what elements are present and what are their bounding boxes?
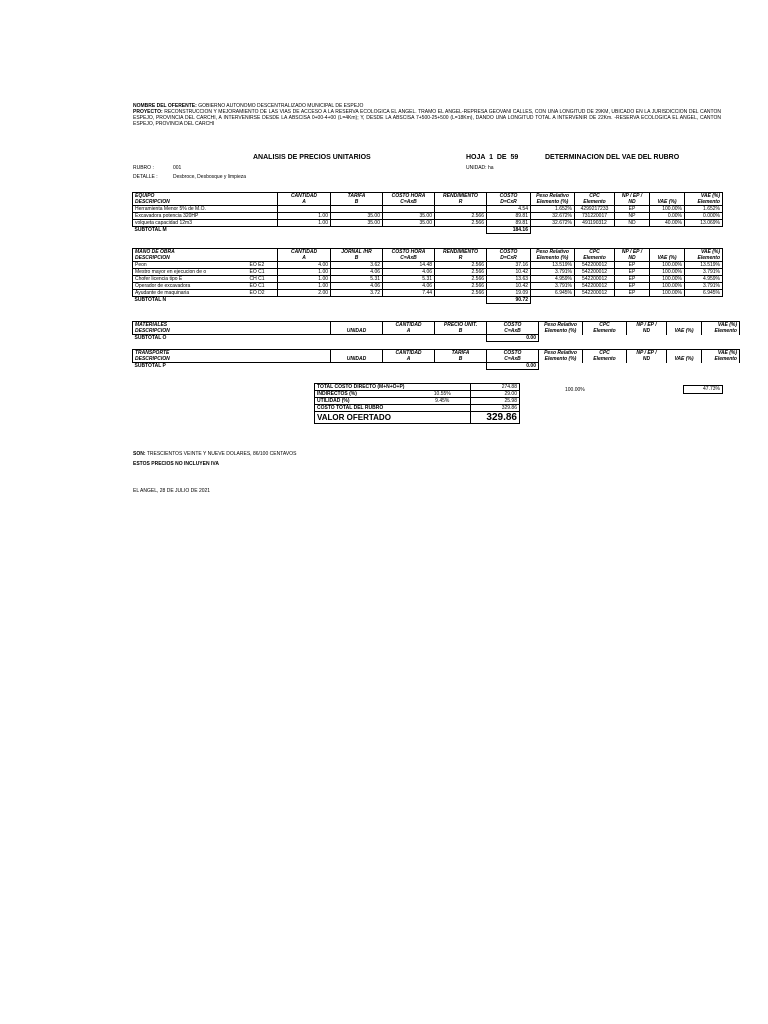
row-cpc: 491190312 — [575, 220, 615, 227]
utilidad-pct: 9.45% — [415, 398, 471, 405]
mano-obra-row — [133, 276, 723, 283]
fecha: EL ANGEL, 28 DE JULIO DE 2021 — [133, 488, 211, 494]
row-rendimiento: 2.566 — [435, 213, 487, 220]
row-desc: Mestro mayor en ejecucion de o — [133, 269, 248, 276]
total-directo-label: TOTAL COSTO DIRECTO (M+N+O+P) — [315, 384, 415, 391]
row-vae: 40.00% — [650, 220, 685, 227]
proyecto-value: RECONSTRUCCION Y MEJORAMIENTO DE LAS VIAS DE ACCESO A LA RESERVA ECOLOGICA EL ANGEL. TRAMO EL ANGEL-REPRESA GEOVANI CALLES, CON UNA LONGITUD DE 29KM, UBICADO EN LA JURISDICCION DEL CANTON ESPEJO, PROVINCIA DEL CARCHI, A INTERVENIRSE DESDE LA ABSCISA 0+00-4+00 (L=4Km); Y, DESDE LA ABSCISA 7+500-25+500 (L=18Km), DANDO UNA LONGITUD TOTAL A INTERVENIR DE 22Km. -RESERVA ECOLOGICA EL ANGEL, CANTON ESPEJO, PROVINCIA DEL CARCHI — [133, 109, 721, 127]
row-peso: 3.791% — [531, 283, 575, 290]
row-categoria: CH C1 — [248, 276, 278, 283]
row-costo-hora: 4.06 — [383, 283, 435, 290]
mano-obra-row — [133, 283, 723, 290]
row-tarifa: 35.00 — [331, 213, 383, 220]
row-peso: 32.672% — [531, 213, 575, 220]
row-cantidad: 1.00 — [278, 220, 331, 227]
row-cantidad: 1.00 — [278, 213, 331, 220]
subtotal-n-value: 90.72 — [487, 297, 531, 304]
row-jornal: 3.62 — [331, 262, 383, 269]
row-np: NP — [615, 213, 650, 220]
indirectos-label: INDIRECTOS (%) — [315, 391, 415, 398]
total-directo-value: 274.88 — [471, 384, 520, 391]
mano-obra-row — [133, 290, 723, 297]
row-costo-hora: 5.31 — [383, 276, 435, 283]
detalle-label: DETALLE : — [133, 174, 158, 180]
row-vae: 100.00% — [650, 262, 685, 269]
unidad-label: UNIDAD: ha — [466, 165, 494, 171]
totals-table — [314, 383, 520, 424]
row-vae-elemento: 0.000% — [685, 213, 723, 220]
row-rendimiento: 2.566 — [435, 276, 487, 283]
row-vae-elemento: 3.791% — [685, 283, 723, 290]
vae-total-value: 47.73% — [683, 385, 723, 394]
subtotal-m-label: SUBTOTAL M — [133, 227, 487, 234]
row-np: EP — [615, 206, 650, 213]
row-tarifa — [331, 206, 383, 213]
row-desc: Peon — [133, 262, 248, 269]
vae-title: DETERMINACION DEL VAE DEL RUBRO — [545, 154, 680, 161]
row-vae: 100.00% — [650, 283, 685, 290]
valor-ofertado-value: 329.86 — [471, 412, 520, 424]
row-peso: 13.519% — [531, 262, 575, 269]
row-costo: 19.09 — [487, 290, 531, 297]
row-costo: 37.16 — [487, 262, 531, 269]
row-jornal: 4.06 — [331, 269, 383, 276]
row-cantidad: 1.00 — [278, 269, 331, 276]
row-vae: 100.00% — [650, 269, 685, 276]
row-np: EP — [615, 283, 650, 290]
subtotal-o-value: 0.00 — [487, 335, 539, 342]
row-desc: Excavadora potencia 320HP — [133, 213, 278, 220]
costo-total-label: COSTO TOTAL DEL RUBRO — [315, 405, 415, 412]
row-cpc: 542200012 — [575, 262, 615, 269]
subtotal-m-value: 184.16 — [487, 227, 531, 234]
equipo-row — [133, 220, 723, 227]
row-categoria: EO D2 — [248, 290, 278, 297]
row-vae: 100.00% — [650, 276, 685, 283]
costo-total-value: 329.86 — [471, 405, 520, 412]
total-directo-pct: 100.00% — [565, 387, 585, 393]
proyecto-label: PROYECTO: — [133, 109, 163, 115]
row-jornal: 4.06 — [331, 283, 383, 290]
row-costo: 10.42 — [487, 283, 531, 290]
row-desc: Operador de excavadora — [133, 283, 248, 290]
utilidad-label: UTILIDAD (%) — [315, 398, 415, 405]
row-rendimiento: 2.566 — [435, 220, 487, 227]
subtotal-p-value: 0.00 — [487, 363, 539, 370]
row-costo-hora: 7.44 — [383, 290, 435, 297]
rubro-label: RUBRO : — [133, 165, 154, 171]
row-jornal: 5.31 — [331, 276, 383, 283]
row-np: EP — [615, 269, 650, 276]
row-desc: volqueta capacidad 12m3 — [133, 220, 278, 227]
row-np: EP — [615, 290, 650, 297]
row-peso: 4.959% — [531, 276, 575, 283]
equipo-header: EQUIPO DESCRIPCION — [133, 193, 278, 206]
row-cpc: 542200012 — [575, 269, 615, 276]
row-categoria: EO C1 — [248, 283, 278, 290]
equipo-row — [133, 206, 723, 213]
indirectos-pct: 10.55% — [415, 391, 471, 398]
row-vae: 100.00% — [650, 290, 685, 297]
row-costo-hora: 4.06 — [383, 269, 435, 276]
materiales-header: MATERIALES DESCRIPCION — [133, 322, 278, 335]
row-desc: Ayudante de maquinaria — [133, 290, 248, 297]
row-np: ND — [615, 220, 650, 227]
row-vae-elemento: 13.519% — [685, 262, 723, 269]
row-peso: 3.791% — [531, 269, 575, 276]
row-rendimiento — [435, 206, 487, 213]
row-rendimiento: 2.566 — [435, 290, 487, 297]
row-jornal: 3.72 — [331, 290, 383, 297]
hoja-label: HOJA 1 DE 59 — [466, 154, 519, 161]
row-categoria: EO E2 — [248, 262, 278, 269]
row-costo-hora: 35.00 — [383, 213, 435, 220]
detalle-value: Desbroce, Desbosque y limpieza — [173, 174, 247, 180]
row-vae: 100.00% — [650, 206, 685, 213]
row-peso: 6.945% — [531, 290, 575, 297]
row-cpc: 4299217233 — [575, 206, 615, 213]
mano-obra-row — [133, 262, 723, 269]
row-cpc: 542200012 — [575, 290, 615, 297]
subtotal-o-label: SUBTOTAL O — [133, 335, 487, 342]
row-cpc: 731220017 — [575, 213, 615, 220]
oferente-value: GOBIERNO AUTONOMO DESCENTRALIZADO MUNICIPAL DE ESPEJO — [198, 103, 364, 109]
row-cantidad: 1.00 — [278, 276, 331, 283]
row-costo: 4.54 — [487, 206, 531, 213]
row-costo: 89.81 — [487, 220, 531, 227]
row-costo: 10.42 — [487, 269, 531, 276]
row-cantidad — [278, 206, 331, 213]
row-cpc: 542200012 — [575, 276, 615, 283]
subtotal-p-label: SUBTOTAL P — [133, 363, 487, 370]
row-peso: 32.672% — [531, 220, 575, 227]
row-vae-elemento: 3.791% — [685, 269, 723, 276]
transporte-header: TRANSPORTE DESCRIPCION — [133, 350, 278, 363]
row-costo-hora: 14.48 — [383, 262, 435, 269]
row-vae-elemento: 13.069% — [685, 220, 723, 227]
row-rendimiento: 2.566 — [435, 269, 487, 276]
row-costo: 89.81 — [487, 213, 531, 220]
row-vae-elemento: 6.945% — [685, 290, 723, 297]
row-cantidad: 1.00 — [278, 283, 331, 290]
row-np: EP — [615, 262, 650, 269]
equipo-row — [133, 213, 723, 220]
mano-obra-header: MANO DE OBRA DESCRIPCION — [133, 249, 278, 262]
indirectos-value: 29.00 — [471, 391, 520, 398]
oferente-label: NOMBRE DEL OFERENTE: — [133, 103, 197, 109]
equipo-table: EQUIPO DESCRIPCION CANTIDAD A TARIFA B COSTO HORA C=AxB RENDIMIENTO R COSTO D=CxR Peso Relativo Elemento (%) CPC Elemento NP / EP / ND VAE (%) VAE (%) Elemento Herramienta Menor 5% de M.O. 4.54 1.652% 4299217233 EP 100.00% 1.652% Excavadora potencia 320HP 1.00 35.00 35.00 2.566 89.81 32.672% 731220017 NP 0.00% 0.000% volqueta capacidad 12m3 1.00 35.00 35.00 2.566 89.81 32.672% 491190312 ND 40.00% 13.069% SUBTOTAL M 184.16 — [132, 192, 723, 234]
row-desc: Chofer licencia tipo E — [133, 276, 248, 283]
proyecto-line — [133, 109, 721, 127]
row-rendimiento: 2.566 — [435, 262, 487, 269]
header-block — [133, 103, 721, 127]
row-rendimiento: 2.566 — [435, 283, 487, 290]
row-vae-elemento: 4.959% — [685, 276, 723, 283]
iva-note: ESTOS PRECIOS NO INCLUYEN IVA — [133, 461, 219, 467]
row-cpc: 542200012 — [575, 283, 615, 290]
son-line: SON: TRESCIENTOS VEINTE Y NUEVE DOLARES, 86/100 CENTAVOS — [133, 451, 297, 457]
row-cantidad: 2.00 — [278, 290, 331, 297]
row-cantidad: 4.00 — [278, 262, 331, 269]
row-desc: Herramienta Menor 5% de M.O. — [133, 206, 278, 213]
mano-obra-table: MANO DE OBRA DESCRIPCION CANTIDAD A JORNAL /HR B COSTO HORA C=AxB RENDIMIENTO R COSTO D=CxR Peso Relativo Elemento (%) CPC Elemento NP / EP / ND VAE (%) VAE (%) Elemento Peon EO E2 4.00 3.62 14.48 2.566 37.16 13.519% 542200012 EP 100.00% 13.519% Mestro mayor en ejecucion de o EO C1 1.00 4.06 4.06 2.566 10.42 3.791% 542200012 EP 100.00% 3.791% Chofer licencia tipo E CH C1 1.00 5.31 5.31 2.566 13.63 4.959% 542200012 EP 100.00% 4.959% Operador de excavadora EO C1 1.00 4.06 4.06 2.566 10.42 3.791% 542200012 EP 100.00% 3.791% Ayudante de maquinaria EO D2 2.00 3.72 7.44 2.566 19.09 6.945% 542200012 EP 100.00% 6.945% SUBTOTAL N 90.72 — [132, 248, 723, 304]
row-categoria: EO C1 — [248, 269, 278, 276]
transporte-table: TRANSPORTE DESCRIPCION UNIDAD CANTIDAD A TARIFA B COSTO C=AxB Peso Relativo Elemento (%) CPC Elemento NP / EP / ND VAE (%) VAE (%) Elemento SUBTOTAL P 0.00 — [132, 349, 740, 370]
row-costo-hora — [383, 206, 435, 213]
utilidad-value: 25.98 — [471, 398, 520, 405]
mano-obra-row — [133, 269, 723, 276]
row-tarifa: 35.00 — [331, 220, 383, 227]
row-costo: 13.63 — [487, 276, 531, 283]
row-peso: 1.652% — [531, 206, 575, 213]
apu-title: ANALISIS DE PRECIOS UNITARIOS — [253, 154, 371, 161]
row-np: EP — [615, 276, 650, 283]
row-vae-elemento: 1.652% — [685, 206, 723, 213]
valor-ofertado-label: VALOR OFERTADO — [315, 412, 471, 424]
rubro-value: 001 — [173, 165, 182, 171]
row-vae: 0.00% — [650, 213, 685, 220]
subtotal-n-label: SUBTOTAL N — [133, 297, 487, 304]
materiales-table: MATERIALES DESCRIPCION UNIDAD CANTIDAD A PRECIO UNIT. B COSTO C=AxB Peso Relativo Elemento (%) CPC Elemento NP / EP / ND VAE (%) VAE (%) Elemento SUBTOTAL O 0.00 — [132, 321, 740, 342]
row-costo-hora: 35.00 — [383, 220, 435, 227]
